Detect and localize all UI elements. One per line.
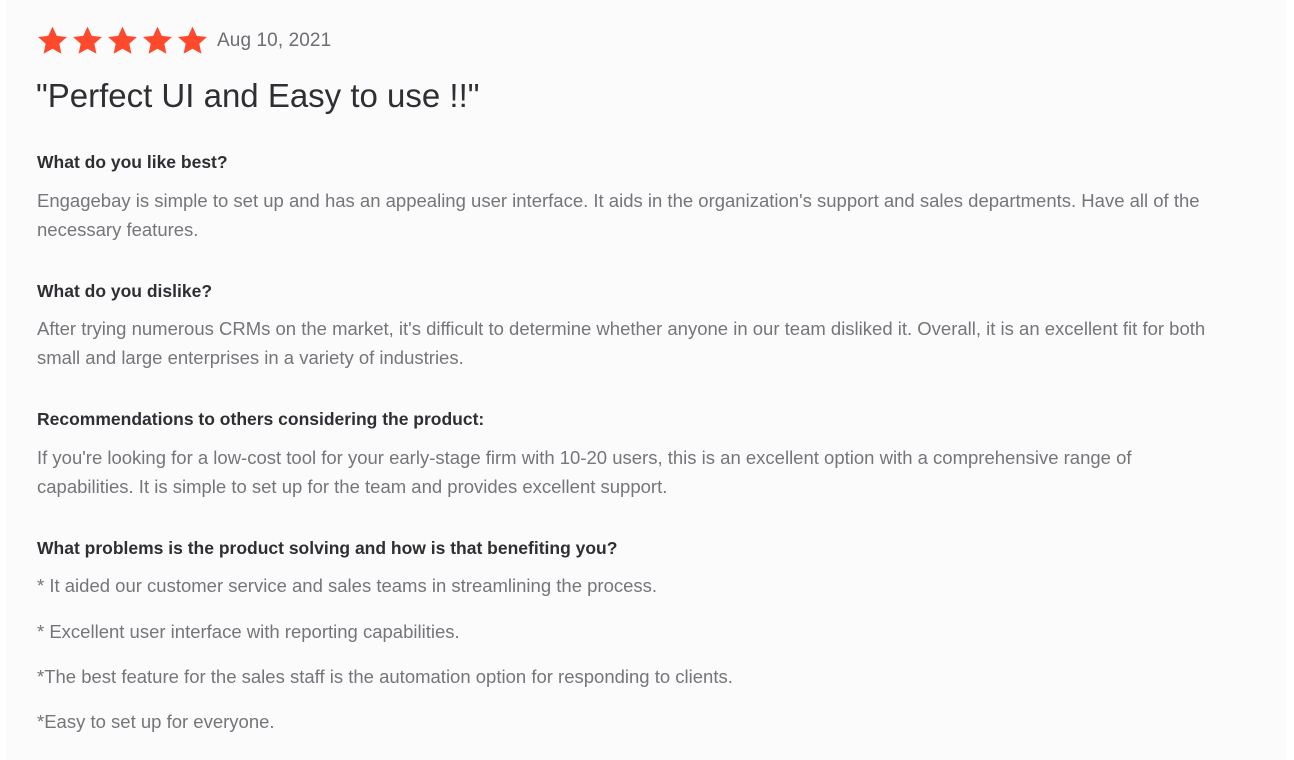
list-item: * Excellent user interface with reporting capabilities. (37, 621, 460, 642)
review-card (6, 0, 1286, 760)
list-item: *Easy to set up for everyone. (37, 711, 275, 732)
review-date: Aug 10, 2021 (217, 30, 332, 51)
list-item: *The best feature for the sales staff is the automation option for responding to clients. (37, 666, 733, 687)
star-icon (71, 25, 104, 57)
question-recommendations: Recommendations to others considering the product: (37, 409, 485, 429)
answer-recommendations: If you're looking for a low-cost tool for your early-stage firm with 10-20 users, this is an excellent option with a comprehensive range of capabilities. It is simple to set up for the team and provides excellent support. (37, 447, 1132, 497)
answer-like-best: Engagebay is simple to set up and has an appealing user interface. It aids in the organization's support and sales departments. Have all of the necessary features. (37, 190, 1200, 240)
star-icon (36, 25, 69, 57)
question-dislike: What do you dislike? (37, 281, 213, 301)
star-icon (106, 25, 139, 57)
star-icon (141, 25, 174, 57)
question-like-best: What do you like best? (37, 152, 228, 172)
list-item: * It aided our customer service and sales teams in streamlining the process. (37, 575, 658, 596)
star-rating (36, 25, 209, 57)
star-icon (176, 25, 209, 57)
answer-dislike: After trying numerous CRMs on the market, it's difficult to determine whether anyone in our team disliked it. Overall, it is an excellent fit for both small and large enterprises in a variety of industries. (37, 318, 1206, 368)
review-title: "Perfect UI and Easy to use !!" (36, 77, 480, 114)
question-problems-solved: What problems is the product solving and how is that benefiting you? (37, 538, 618, 558)
rating-row (36, 24, 331, 58)
